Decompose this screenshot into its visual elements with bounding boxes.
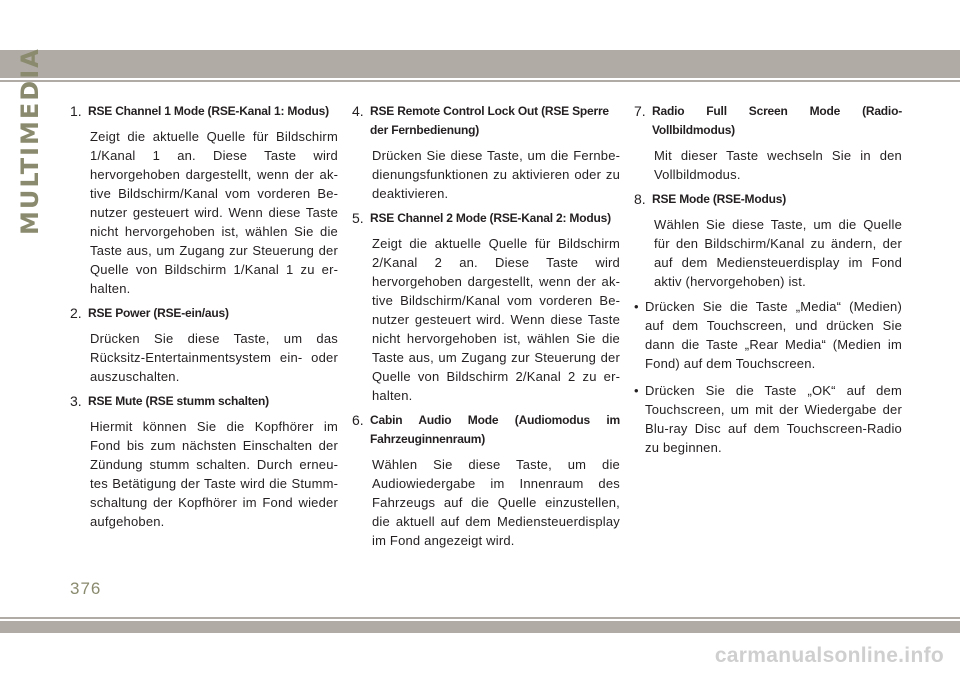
- list-item: [352, 102, 620, 203]
- item-title: RSE Mode (RSE-Modus): [652, 192, 786, 206]
- list-item: [70, 102, 338, 298]
- item-title: RSE Mute (RSE stumm schalten): [88, 394, 269, 408]
- item-number: 7.: [634, 103, 646, 119]
- item-body: Drücken Sie diese Taste, um das Rücksitz-Entertainmentsystem ein- oder auszuschalten.: [90, 331, 338, 384]
- item-body: Wählen Sie diese Taste, um die Audiowiedergabe im Innenraum des Fahrzeugs auf die Quelle einzustellen, die aktuell auf dem Mediensteuerdisplay im Fond angezeigt wird.: [372, 457, 620, 548]
- list-item: [352, 411, 620, 550]
- item-number: 4.: [352, 103, 364, 119]
- item-number: 2.: [70, 305, 82, 321]
- bullet-item: [634, 297, 902, 373]
- bullet-item: [634, 381, 902, 457]
- item-body: Drücken Sie diese Taste, um die Fernbedienungsfunktionen zu aktivieren oder zu deaktivieren.: [372, 148, 620, 201]
- page-number: 376: [70, 579, 102, 598]
- item-body: Mit dieser Taste wechseln Sie in den Vollbildmodus.: [654, 148, 902, 182]
- list-item: [352, 209, 620, 405]
- footer-rule: [0, 617, 960, 619]
- item-body: Wählen Sie diese Taste, um die Quelle für den Bildschirm/Kanal zu ändern, der auf dem Mediensteuerdisplay im Fond aktiv (hervorgehoben) ist.: [654, 217, 902, 289]
- item-number: 8.: [634, 191, 646, 207]
- list-item: [634, 102, 902, 184]
- bullet-icon: •: [634, 383, 639, 398]
- header-rule: [0, 80, 960, 82]
- list-item: [634, 190, 902, 291]
- list-item: [70, 392, 338, 531]
- watermark: carmanualsonline.info: [714, 644, 944, 667]
- item-number: 1.: [70, 103, 82, 119]
- item-body: Hiermit können Sie die Kopfhörer im Fond bis zum nächsten Einschalten der Zündung stumm schalten. Durch erneutes Betätigung der Taste wird die Stummschaltung der Kopfhörer im Fond wieder aufgehoben.: [90, 419, 338, 529]
- item-title: RSE Remote Control Lock Out (RSE Sperre der Fernbedienung): [370, 104, 609, 137]
- item-body: Zeigt die aktuelle Quelle für Bildschirm 1/Kanal 1 an. Diese Taste wird hervorgehoben dargestellt, wenn der aktive Bildschirm/Kanal vom vorderen Benutzer gesteuert wird. Wenn diese Taste nicht hervorgehoben ist, wählen Sie die Taste aus, um Zugang zur Steuerung der Quelle von Bildschirm 1/Kanal 1 zu erhalten.: [90, 129, 338, 296]
- column-1: [70, 102, 338, 537]
- item-title: RSE Channel 1 Mode (RSE-Kanal 1: Modus): [88, 104, 329, 118]
- item-body: Zeigt die aktuelle Quelle für Bildschirm 2/Kanal 2 an. Diese Taste wird hervorgehoben dargestellt, wenn der aktive Bildschirm/Kanal vom vorderen Benutzer gesteuert wird. Wenn diese Taste nicht hervorgehoben ist, wählen Sie die Taste aus, um Zugang zur Steuerung der Quelle von Bildschirm 2/Kanal 2 zu erhalten.: [372, 236, 620, 403]
- item-title: Radio Full Screen Mode (Radio-Vollbildmodus): [652, 104, 902, 137]
- section-label: MULTIMEDIA: [16, 47, 44, 235]
- bullet-text: Drücken Sie die Taste „Media“ (Medien) auf dem Touchscreen, und drücken Sie dann die Taste „Rear Media“ (Medien im Fond) auf dem Touchscreen.: [645, 299, 902, 371]
- column-2: [352, 102, 620, 556]
- item-title: RSE Power (RSE-ein/aus): [88, 306, 229, 320]
- header-band: [0, 50, 960, 78]
- item-number: 3.: [70, 393, 82, 409]
- column-3: [634, 102, 902, 465]
- item-title: RSE Channel 2 Mode (RSE-Kanal 2: Modus): [370, 211, 611, 225]
- item-title: Cabin Audio Mode (Audiomodus im Fahrzeuginnenraum): [370, 413, 620, 446]
- item-number: 6.: [352, 412, 364, 428]
- list-item: [70, 304, 338, 386]
- footer-band: [0, 621, 960, 633]
- bullet-text: Drücken Sie die Taste „OK“ auf dem Touchscreen, um mit der Wiedergabe der Blu-ray Disc auf dem Touchscreen-Radio zu beginnen.: [645, 383, 902, 455]
- bullet-icon: •: [634, 299, 639, 314]
- item-number: 5.: [352, 210, 364, 226]
